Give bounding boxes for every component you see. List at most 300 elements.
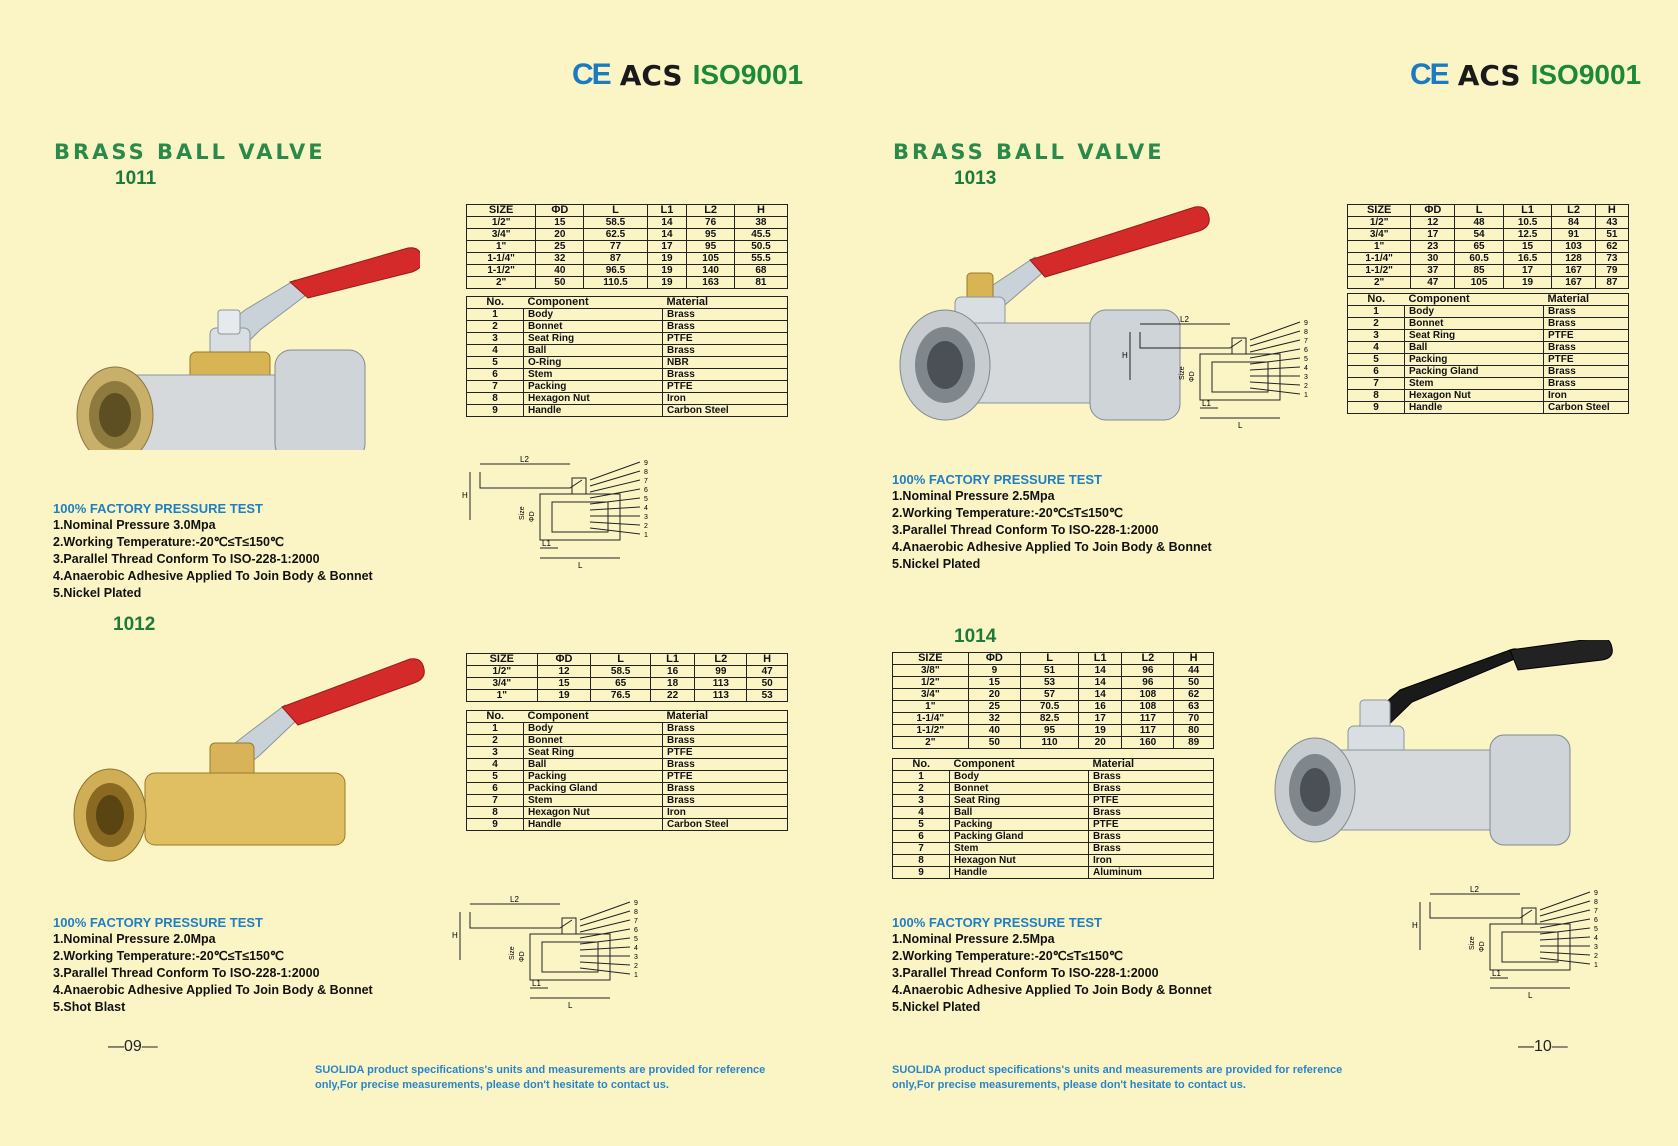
part-number-label: 9 xyxy=(644,460,648,467)
feature-item: 3.Parallel Thread Conform To ISO-228-1:2000 xyxy=(53,966,320,980)
feature-item: 5.Nickel Plated xyxy=(53,586,142,600)
spec-cell: 16 xyxy=(650,666,695,678)
component-no: 5 xyxy=(893,819,950,831)
spec-cell: 20 xyxy=(536,229,584,241)
component-material: PTFE xyxy=(1089,795,1214,807)
component-name: Stem xyxy=(524,369,663,381)
spec-header-cell: L1 xyxy=(1503,205,1552,217)
component-material: Brass xyxy=(663,723,788,735)
spec-row xyxy=(467,666,788,678)
spec-row xyxy=(1348,241,1629,253)
component-no: 8 xyxy=(1348,390,1405,402)
spec-cell: 1" xyxy=(467,241,536,253)
component-row xyxy=(467,735,788,747)
cert-logos-left xyxy=(572,58,803,92)
component-no: 3 xyxy=(467,747,524,759)
spec-header-cell: L xyxy=(1455,205,1504,217)
spec-header-cell: ΦD xyxy=(537,654,591,666)
component-row xyxy=(467,819,788,831)
l1-label: L1 xyxy=(542,539,551,548)
component-material: Iron xyxy=(1544,390,1629,402)
bore-outline xyxy=(552,502,608,532)
component-row xyxy=(467,759,788,771)
diameter-label: ΦD xyxy=(1479,941,1486,952)
component-name: Body xyxy=(950,771,1089,783)
spec-cell: 12.5 xyxy=(1503,229,1552,241)
spec-cell: 80 xyxy=(1174,725,1214,737)
spec-cell: 17 xyxy=(647,241,687,253)
acs-mark: ACS xyxy=(1457,58,1521,92)
spec-cell: 95 xyxy=(687,241,735,253)
feature-item: 5.Nickel Plated xyxy=(892,557,981,571)
spec-header-row xyxy=(467,205,788,217)
part-number-label: 3 xyxy=(644,514,648,521)
component-row xyxy=(1348,342,1629,354)
spec-header-cell: L2 xyxy=(1552,205,1595,217)
spec-cell: 76.5 xyxy=(591,690,650,702)
spec-cell: 84 xyxy=(1552,217,1595,229)
handle-outline xyxy=(470,912,572,928)
spec-cell: 40 xyxy=(536,265,584,277)
spec-header-row xyxy=(1348,205,1629,217)
acs-mark: ACS xyxy=(619,58,683,92)
l2-label: L2 xyxy=(520,455,529,464)
component-name: Seat Ring xyxy=(950,795,1089,807)
spec-cell: 62.5 xyxy=(584,229,647,241)
spec-cell: 95 xyxy=(1021,725,1079,737)
spec-cell: 70 xyxy=(1174,713,1214,725)
component-row xyxy=(893,819,1214,831)
ce-mark: CE xyxy=(1410,58,1448,91)
component-no: 5 xyxy=(467,771,524,783)
component-no: 8 xyxy=(467,807,524,819)
bore-outline xyxy=(1212,362,1268,392)
l-label: L xyxy=(1528,991,1533,1000)
spec-cell: 50.5 xyxy=(734,241,787,253)
part-number-label: 9 xyxy=(634,900,638,907)
component-no: 3 xyxy=(1348,330,1405,342)
component-row xyxy=(467,321,788,333)
component-no: 7 xyxy=(467,795,524,807)
spec-header-row xyxy=(467,654,788,666)
component-name: Packing xyxy=(524,771,663,783)
spec-cell: 140 xyxy=(687,265,735,277)
spec-table-1011 xyxy=(466,204,788,289)
component-row xyxy=(893,807,1214,819)
part-number-label: 3 xyxy=(634,954,638,961)
handle-outline xyxy=(1430,902,1532,918)
spec-cell: 16.5 xyxy=(1503,253,1552,265)
component-header-row xyxy=(1348,294,1629,306)
spec-row xyxy=(467,690,788,702)
spec-cell: 2" xyxy=(893,737,969,749)
diameter-label: ΦD xyxy=(519,951,526,962)
part-leader-line xyxy=(1250,331,1300,346)
part-number-label: 6 xyxy=(644,487,648,494)
spec-cell: 15 xyxy=(537,678,591,690)
spec-cell: 45.5 xyxy=(734,229,787,241)
component-material: Brass xyxy=(1544,318,1629,330)
component-no: 7 xyxy=(893,843,950,855)
spec-cell: 68 xyxy=(734,265,787,277)
component-material: Brass xyxy=(663,795,788,807)
spec-cell: 10.5 xyxy=(1503,217,1552,229)
component-row xyxy=(467,795,788,807)
component-row xyxy=(893,855,1214,867)
component-no: 2 xyxy=(467,735,524,747)
part-number-label: 4 xyxy=(1594,935,1598,942)
spec-cell: 17 xyxy=(1411,229,1455,241)
part-number-label: 8 xyxy=(634,909,638,916)
part-number-label: 9 xyxy=(1594,890,1598,897)
spec-row xyxy=(1348,229,1629,241)
component-table-1014 xyxy=(892,758,1214,879)
component-no: 1 xyxy=(467,723,524,735)
stem-outline xyxy=(572,478,586,494)
component-no: 4 xyxy=(1348,342,1405,354)
spec-row xyxy=(467,265,788,277)
component-name: Ball xyxy=(950,807,1089,819)
component-row xyxy=(467,783,788,795)
component-row xyxy=(1348,402,1629,414)
spec-cell: 167 xyxy=(1552,277,1595,289)
spec-row xyxy=(893,665,1214,677)
spec-cell: 57 xyxy=(1021,689,1079,701)
spec-cell: 82.5 xyxy=(1021,713,1079,725)
component-row xyxy=(893,843,1214,855)
spec-cell: 99 xyxy=(695,666,747,678)
spec-row xyxy=(1348,253,1629,265)
part-number-label: 1 xyxy=(1304,392,1308,399)
component-material: Brass xyxy=(663,735,788,747)
spec-row xyxy=(467,678,788,690)
component-material: Brass xyxy=(663,345,788,357)
component-name: Packing xyxy=(524,381,663,393)
component-name: Hexagon Nut xyxy=(524,807,663,819)
part-leader-line xyxy=(590,471,640,486)
spec-cell: 167 xyxy=(1552,265,1595,277)
spec-cell: 3/4" xyxy=(893,689,969,701)
feature-item: 1.Nominal Pressure 2.0Mpa xyxy=(53,932,216,946)
spec-cell: 3/8" xyxy=(893,665,969,677)
component-material: Brass xyxy=(1089,843,1214,855)
spec-row xyxy=(467,217,788,229)
spec-cell: 63 xyxy=(1174,701,1214,713)
part-number-label: 5 xyxy=(1304,356,1308,363)
component-name: Handle xyxy=(524,819,663,831)
spec-table-1013 xyxy=(1347,204,1629,289)
spec-cell: 15 xyxy=(1503,241,1552,253)
l1-label: L1 xyxy=(532,979,541,988)
component-material: PTFE xyxy=(663,747,788,759)
component-material: Brass xyxy=(663,321,788,333)
spec-cell: 14 xyxy=(1079,689,1122,701)
part-leader-line xyxy=(580,947,630,950)
spec-row xyxy=(893,725,1214,737)
component-no: 6 xyxy=(467,783,524,795)
spec-cell: 58.5 xyxy=(584,217,647,229)
component-material: PTFE xyxy=(663,771,788,783)
spec-cell: 117 xyxy=(1122,713,1174,725)
component-no: 8 xyxy=(893,855,950,867)
component-header-cell: No. xyxy=(893,759,950,771)
component-name: Ball xyxy=(1405,342,1544,354)
spec-cell: 1/2" xyxy=(1348,217,1411,229)
component-material: NBR xyxy=(663,357,788,369)
spec-header-cell: H xyxy=(734,205,787,217)
spec-cell: 73 xyxy=(1595,253,1628,265)
part-number-label: 7 xyxy=(1304,338,1308,345)
section-title-right: BRASS BALL VALVE xyxy=(893,140,1165,164)
component-material: PTFE xyxy=(663,381,788,393)
spec-cell: 43 xyxy=(1595,217,1628,229)
part-leader-line xyxy=(580,962,630,965)
component-no: 4 xyxy=(467,345,524,357)
part-leader-line xyxy=(1540,958,1590,964)
features-1011 xyxy=(53,500,373,602)
part-number-label: 3 xyxy=(1594,944,1598,951)
spec-cell: 70.5 xyxy=(1021,701,1079,713)
component-material: Brass xyxy=(1544,306,1629,318)
component-header-cell: Component xyxy=(1405,294,1544,306)
disclaimer-line: only,For precise measurements, please don't hesitate to contact us. xyxy=(892,1079,1246,1091)
part-number-label: 2 xyxy=(1304,383,1308,390)
feature-item: 5.Shot Blast xyxy=(53,1000,126,1014)
component-no: 2 xyxy=(893,783,950,795)
spec-row xyxy=(467,241,788,253)
component-material: Brass xyxy=(1089,771,1214,783)
spec-cell: 113 xyxy=(695,690,747,702)
spec-cell: 60.5 xyxy=(1455,253,1504,265)
spec-cell: 17 xyxy=(1079,713,1122,725)
component-header-cell: Component xyxy=(524,297,663,309)
component-name: O-Ring xyxy=(524,357,663,369)
spec-cell: 2" xyxy=(1348,277,1411,289)
part-leader-line xyxy=(1540,928,1590,934)
feature-item: 4.Anaerobic Adhesive Applied To Join Body & Bonnet xyxy=(892,983,1212,997)
component-row xyxy=(1348,330,1629,342)
spec-cell: 96.5 xyxy=(584,265,647,277)
part-leader-line xyxy=(590,528,640,534)
component-name: Hexagon Nut xyxy=(524,393,663,405)
spec-cell: 110 xyxy=(1021,737,1079,749)
component-row xyxy=(1348,318,1629,330)
spec-header-cell: L2 xyxy=(1122,653,1174,665)
spec-cell: 14 xyxy=(647,229,687,241)
part-leader-line xyxy=(580,911,630,926)
component-material: Brass xyxy=(1089,783,1214,795)
component-material: Brass xyxy=(663,369,788,381)
component-material: Carbon Steel xyxy=(1544,402,1629,414)
spec-cell: 95 xyxy=(687,229,735,241)
stem-outline xyxy=(1522,908,1536,924)
component-material: Iron xyxy=(1089,855,1214,867)
component-no: 3 xyxy=(893,795,950,807)
component-no: 1 xyxy=(893,771,950,783)
spec-cell: 15 xyxy=(968,677,1020,689)
l-label: L xyxy=(578,561,583,570)
spec-header-cell: L1 xyxy=(1079,653,1122,665)
part-number-label: 4 xyxy=(1304,365,1308,372)
spec-row xyxy=(1348,265,1629,277)
features-1014 xyxy=(892,914,1212,1016)
spec-cell: 163 xyxy=(687,277,735,289)
component-header-cell: No. xyxy=(467,711,524,723)
disclaimer-left xyxy=(315,1063,765,1093)
part-leader-line xyxy=(1250,367,1300,370)
spec-cell: 51 xyxy=(1021,665,1079,677)
component-no: 2 xyxy=(1348,318,1405,330)
diagram-1011 xyxy=(460,450,660,580)
spec-cell: 79 xyxy=(1595,265,1628,277)
spec-cell: 55.5 xyxy=(734,253,787,265)
component-material: Carbon Steel xyxy=(663,819,788,831)
spec-header-cell: L2 xyxy=(687,205,735,217)
page-number-right: —10— xyxy=(1518,1038,1568,1055)
component-table-1013 xyxy=(1347,293,1629,414)
diameter-label: ΦD xyxy=(1189,371,1196,382)
component-header-cell: No. xyxy=(1348,294,1405,306)
component-name: Ball xyxy=(524,759,663,771)
component-name: Bonnet xyxy=(1405,318,1544,330)
spec-header-cell: H xyxy=(1595,205,1628,217)
component-header-cell: Material xyxy=(1544,294,1629,306)
component-name: Packing Gland xyxy=(524,783,663,795)
spec-cell: 14 xyxy=(647,217,687,229)
part-leader-line xyxy=(590,507,640,510)
spec-header-cell: L xyxy=(1021,653,1079,665)
spec-table-1014 xyxy=(892,652,1214,749)
spec-header-cell: SIZE xyxy=(1348,205,1411,217)
spec-cell: 50 xyxy=(968,737,1020,749)
component-name: Hexagon Nut xyxy=(950,855,1089,867)
component-no: 3 xyxy=(467,333,524,345)
component-no: 5 xyxy=(467,357,524,369)
component-row xyxy=(893,867,1214,879)
l2-label: L2 xyxy=(510,895,519,904)
part-leader-line xyxy=(1540,892,1590,910)
diagram-1012 xyxy=(450,890,660,1020)
component-material: Brass xyxy=(1544,378,1629,390)
spec-cell: 160 xyxy=(1122,737,1174,749)
spec-cell: 1" xyxy=(893,701,969,713)
spec-cell: 53 xyxy=(747,690,788,702)
spec-cell: 12 xyxy=(537,666,591,678)
spec-cell: 17 xyxy=(1503,265,1552,277)
component-header-cell: Material xyxy=(1089,759,1214,771)
spec-header-cell: H xyxy=(747,654,788,666)
spec-cell: 50 xyxy=(1174,677,1214,689)
h-label: H xyxy=(1122,351,1128,360)
spec-cell: 19 xyxy=(647,277,687,289)
component-material: Iron xyxy=(663,807,788,819)
part-number-label: 8 xyxy=(1594,899,1598,906)
component-row xyxy=(467,309,788,321)
component-table-1012 xyxy=(466,710,788,831)
component-row xyxy=(1348,390,1629,402)
spec-header-row xyxy=(893,653,1214,665)
component-header-row xyxy=(467,297,788,309)
features-1012 xyxy=(53,914,373,1016)
component-material: Iron xyxy=(663,393,788,405)
spec-cell: 58.5 xyxy=(591,666,650,678)
part-leader-line xyxy=(590,522,640,525)
bore-outline xyxy=(542,942,598,972)
component-no: 8 xyxy=(467,393,524,405)
component-name: Bonnet xyxy=(524,321,663,333)
component-name: Stem xyxy=(950,843,1089,855)
handle-outline xyxy=(480,472,582,488)
spec-cell: 48 xyxy=(1455,217,1504,229)
component-row xyxy=(467,807,788,819)
spec-row xyxy=(893,713,1214,725)
spec-cell: 3/4" xyxy=(467,678,538,690)
spec-cell: 14 xyxy=(1079,677,1122,689)
component-row xyxy=(467,771,788,783)
component-no: 1 xyxy=(1348,306,1405,318)
spec-header-cell: L1 xyxy=(650,654,695,666)
component-row xyxy=(467,381,788,393)
spec-cell: 81 xyxy=(734,277,787,289)
spec-cell: 105 xyxy=(1455,277,1504,289)
component-row xyxy=(467,405,788,417)
spec-cell: 3/4" xyxy=(1348,229,1411,241)
spec-row xyxy=(1348,277,1629,289)
part-number-label: 4 xyxy=(644,505,648,512)
part-number-label: 6 xyxy=(1304,347,1308,354)
disclaimer-line: only,For precise measurements, please don't hesitate to contact us. xyxy=(315,1079,669,1091)
spec-cell: 113 xyxy=(695,678,747,690)
component-material: PTFE xyxy=(1089,819,1214,831)
component-row xyxy=(467,723,788,735)
component-header-row xyxy=(467,711,788,723)
spec-row xyxy=(1348,217,1629,229)
feature-item: 3.Parallel Thread Conform To ISO-228-1:2000 xyxy=(892,523,1159,537)
component-no: 9 xyxy=(1348,402,1405,414)
component-row xyxy=(1348,366,1629,378)
spec-cell: 1" xyxy=(467,690,538,702)
spec-cell: 30 xyxy=(1411,253,1455,265)
spec-cell: 2" xyxy=(467,277,536,289)
part-number-label: 2 xyxy=(1594,953,1598,960)
l-label: L xyxy=(1238,421,1243,430)
part-leader-line xyxy=(580,938,630,944)
spec-cell: 20 xyxy=(1079,737,1122,749)
model-1013: 1013 xyxy=(954,168,997,189)
component-no: 7 xyxy=(1348,378,1405,390)
spec-table-1012 xyxy=(466,653,788,702)
spec-cell: 51 xyxy=(1595,229,1628,241)
features-title: 100% FACTORY PRESSURE TEST xyxy=(53,915,263,930)
part-number-label: 6 xyxy=(1594,917,1598,924)
spec-row xyxy=(467,277,788,289)
feature-item: 3.Parallel Thread Conform To ISO-228-1:2000 xyxy=(892,966,1159,980)
spec-cell: 53 xyxy=(1021,677,1079,689)
part-leader-line xyxy=(1250,388,1300,394)
spec-cell: 87 xyxy=(584,253,647,265)
component-header-row xyxy=(893,759,1214,771)
component-no: 6 xyxy=(1348,366,1405,378)
feature-item: 5.Nickel Plated xyxy=(892,1000,981,1014)
component-row xyxy=(1348,378,1629,390)
cert-logos-right xyxy=(1410,58,1641,92)
spec-cell: 91 xyxy=(1552,229,1595,241)
spec-header-cell: L2 xyxy=(695,654,747,666)
component-row xyxy=(893,831,1214,843)
part-number-label: 1 xyxy=(634,972,638,979)
spec-header-cell: SIZE xyxy=(893,653,969,665)
spec-cell: 1" xyxy=(1348,241,1411,253)
